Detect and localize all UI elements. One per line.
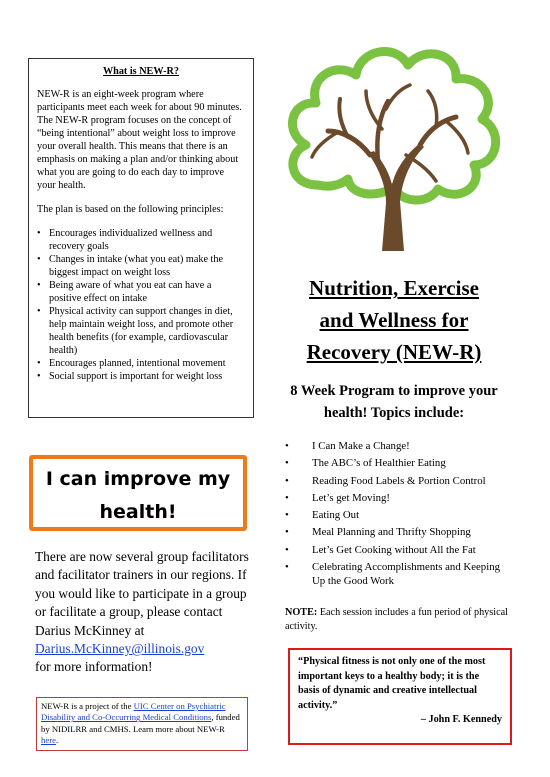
- info-box-heading: What is NEW-R?: [102, 66, 180, 77]
- principle-item: • Social support is important for weight loss: [49, 370, 245, 383]
- principle-item: • Being aware of what you eat can have a positive effect on intake: [49, 279, 245, 305]
- note-text: Each session includes a fun period of physical activity.: [285, 607, 508, 632]
- topic-item: • Reading Food Labels & Portion Control: [283, 474, 508, 488]
- contact-email-link[interactable]: Darius.McKinney@illinois.gov: [35, 641, 205, 657]
- project-info-box: [36, 697, 248, 751]
- title-line-1: Nutrition, Exercise: [309, 276, 479, 300]
- improve-health-callout: I can improve my health!: [29, 455, 247, 531]
- uic-center-link[interactable]: UIC Center on Psychiatric Disability and Co-Occurring Medical Conditions: [41, 701, 226, 723]
- learn-more-here-link[interactable]: here: [41, 734, 56, 745]
- topic-item: • Let’s Get Cooking without All the Fat: [283, 543, 508, 557]
- note-label: NOTE:: [285, 607, 318, 618]
- tree-icon: [278, 35, 506, 253]
- program-subtitle: 8 Week Program to improve your health! Topics include:: [290, 383, 498, 421]
- topic-item: • I Can Make a Change!: [283, 439, 508, 453]
- title-line-2: and Wellness for: [319, 308, 469, 332]
- project-end: .: [55, 734, 59, 745]
- what-is-new-r-box: [28, 58, 254, 418]
- contact-text: There are now several group facilitators and facilitator trainers in our regions. If you would like to participate in a group or facilitate a group, please contact Darius McKinney at: [35, 549, 249, 638]
- topic-item: • Meal Planning and Thrifty Shopping: [283, 525, 508, 539]
- project-middle: , funded by NIDILRR and CMHS. Learn more about NEW-R: [41, 712, 240, 734]
- quote-author: – John F. Kennedy: [420, 714, 502, 725]
- quote-text: “Physical fitness is not only one of the most important keys to a healthy body; it is the basis of dynamic and creative intellectual activity.”: [298, 656, 486, 711]
- topic-item: • Eating Out: [283, 508, 508, 522]
- tree-illustration: [278, 35, 506, 253]
- title-line-3: Recovery (NEW-R): [306, 340, 482, 364]
- principle-item: • Encourages planned, intentional movement: [49, 357, 245, 370]
- project-prefix: NEW-R is a project of the: [41, 701, 134, 711]
- principle-item: • Encourages individualized wellness and recovery goals: [49, 227, 245, 253]
- quote-box: [288, 648, 512, 745]
- principles-list: [37, 227, 245, 383]
- topic-item: • Celebrating Accomplishments and Keeping Up the Good Work: [283, 560, 508, 589]
- contact-paragraph: [35, 548, 255, 677]
- topic-item: • Let’s get Moving!: [283, 491, 508, 505]
- principle-item: • Changes in intake (what you eat) make the biggest impact on weight loss: [49, 253, 245, 279]
- session-note: [285, 606, 510, 634]
- info-box-paragraph-2: The plan is based on the following principles:: [37, 204, 224, 215]
- contact-after-text: for more information!: [35, 659, 153, 675]
- program-title: [276, 272, 512, 368]
- principle-item: • Physical activity can support changes in diet, help maintain weight loss, and promote other health benefits (for example, cardiovascular health): [49, 305, 245, 357]
- topic-item: • The ABC’s of Healthier Eating: [283, 456, 508, 470]
- topics-list: [283, 439, 508, 592]
- info-box-paragraph-1: NEW-R is an eight-week program where participants meet each week for about 90 minutes. The NEW-R program focuses on the concept of “being intentional” about weight loss to improve your overall health. This means that there is an emphasis on making a plan and/or thinking about what you are going to do each day to improve your health.: [37, 89, 242, 191]
